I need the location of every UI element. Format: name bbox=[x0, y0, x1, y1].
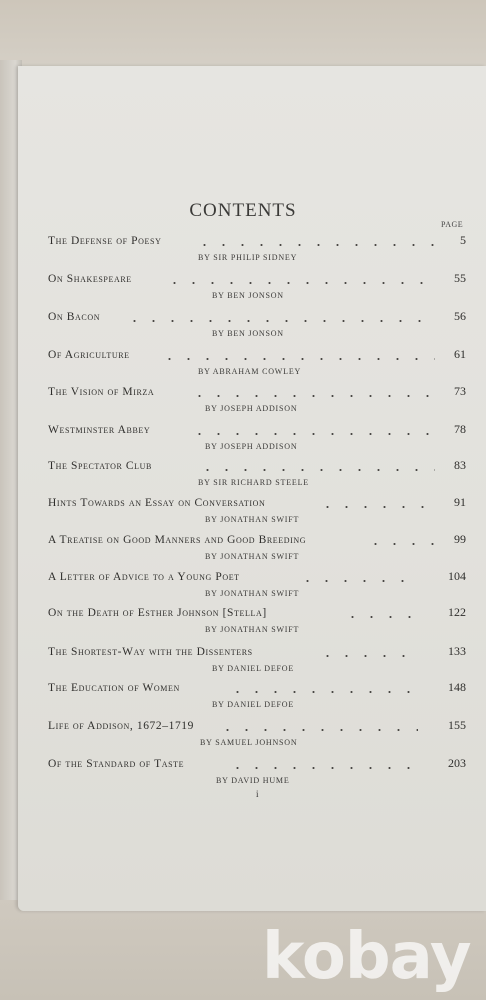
toc-entry-title: A Letter of Advice to a Young Poet bbox=[48, 571, 240, 583]
toc-entry-page: 55 bbox=[454, 271, 466, 285]
toc-entry-author: BY JONATHAN SWIFT bbox=[205, 589, 300, 598]
toc-entry bbox=[0, 571, 486, 611]
toc-entry-page: 133 bbox=[448, 644, 466, 658]
toc-entry-author: BY JOSEPH ADDISON bbox=[205, 404, 298, 413]
toc-entry-page: 5 bbox=[460, 233, 466, 247]
toc-entry-author: BY DANIEL DEFOE bbox=[212, 664, 295, 673]
toc-entry-title: The Education of Women bbox=[48, 682, 180, 694]
toc-entry-page: 203 bbox=[448, 756, 466, 770]
toc-entry-page: 99 bbox=[454, 532, 466, 546]
toc-entry-title: On Bacon bbox=[48, 311, 101, 323]
toc-entry-page: 56 bbox=[454, 309, 466, 323]
toc-entry-author: BY BEN JONSON bbox=[212, 291, 284, 300]
toc-entry-title: On Shakespeare bbox=[48, 273, 132, 285]
toc-entry-title: Life of Addison, 1672–1719 bbox=[48, 720, 194, 732]
toc-entry bbox=[0, 758, 486, 798]
leader-dots bbox=[195, 244, 435, 246]
leader-dots bbox=[218, 729, 418, 731]
toc-entry-page: 91 bbox=[454, 495, 466, 509]
toc-entry-author: BY DANIEL DEFOE bbox=[212, 700, 295, 709]
leader-dots bbox=[198, 469, 435, 471]
toc-entry bbox=[0, 349, 486, 389]
leader-dots bbox=[190, 433, 435, 435]
leader-dots bbox=[343, 616, 418, 618]
leader-dots bbox=[228, 691, 418, 693]
toc-entry-page: 83 bbox=[454, 458, 466, 472]
toc-entry bbox=[0, 311, 486, 351]
toc-entry-title: The Defense of Poesy bbox=[48, 235, 162, 247]
toc-entry-author: BY ABRAHAM COWLEY bbox=[198, 367, 302, 376]
toc-entry bbox=[0, 720, 486, 760]
toc-entry-author: BY JONATHAN SWIFT bbox=[205, 625, 300, 634]
toc-entry-author: BY SAMUEL JOHNSON bbox=[200, 738, 298, 747]
page-column-label: PAGE bbox=[441, 220, 464, 229]
leader-dots bbox=[125, 320, 435, 322]
toc-entry bbox=[0, 682, 486, 722]
toc-entry-title: Hints Towards an Essay on Conversation bbox=[48, 497, 266, 509]
page-folio: i bbox=[256, 789, 259, 799]
toc-entry-page: 122 bbox=[448, 605, 466, 619]
toc-entry-title: The Shortest-Way with the Dissenters bbox=[48, 646, 253, 658]
toc-entry-author: BY DAVID HUME bbox=[216, 776, 290, 785]
contents-heading: CONTENTS bbox=[189, 200, 297, 221]
toc-entry-author: BY SIR PHILIP SIDNEY bbox=[198, 253, 298, 262]
leader-dots bbox=[160, 358, 435, 360]
toc-entry bbox=[0, 607, 486, 647]
toc-entry-page: 61 bbox=[454, 347, 466, 361]
toc-entry bbox=[0, 497, 486, 537]
toc-entry-title: Of Agriculture bbox=[48, 349, 130, 361]
toc-entry bbox=[0, 273, 486, 313]
leader-dots bbox=[366, 543, 435, 545]
toc-entry bbox=[0, 534, 486, 574]
toc-entry-page: 73 bbox=[454, 384, 466, 398]
toc-entry-page: 78 bbox=[454, 422, 466, 436]
toc-entry-author: BY JONATHAN SWIFT bbox=[205, 515, 300, 524]
toc-entry bbox=[0, 424, 486, 464]
leader-dots bbox=[190, 395, 435, 397]
leader-dots bbox=[318, 506, 435, 508]
toc-entry-title: Of the Standard of Taste bbox=[48, 758, 185, 770]
toc-entry-author: BY JOSEPH ADDISON bbox=[205, 442, 298, 451]
toc-entry-author: BY BEN JONSON bbox=[212, 329, 284, 338]
toc-entry bbox=[0, 386, 486, 426]
leader-dots bbox=[318, 655, 418, 657]
watermark-logo: kobay bbox=[262, 920, 471, 994]
toc-entry bbox=[0, 646, 486, 686]
leader-dots bbox=[298, 580, 418, 582]
leader-dots bbox=[165, 282, 435, 284]
toc-entry-page: 148 bbox=[448, 680, 466, 694]
toc-entry-title: On the Death of Esther Johnson [Stella] bbox=[48, 607, 267, 619]
toc-entry-title: A Treatise on Good Manners and Good Breeding bbox=[48, 534, 307, 546]
toc-entry-title: The Spectator Club bbox=[48, 460, 152, 472]
toc-entry-page: 104 bbox=[448, 569, 466, 583]
toc-entry-author: BY SIR RICHARD STEELE bbox=[198, 478, 309, 487]
toc-entry bbox=[0, 235, 486, 275]
toc-entry-page: 155 bbox=[448, 718, 466, 732]
leader-dots bbox=[228, 767, 418, 769]
toc-entry-author: BY JONATHAN SWIFT bbox=[205, 552, 300, 561]
toc-entry-title: Westminster Abbey bbox=[48, 424, 151, 436]
toc-entry-title: The Vision of Mirza bbox=[48, 386, 155, 398]
toc-entry bbox=[0, 460, 486, 500]
